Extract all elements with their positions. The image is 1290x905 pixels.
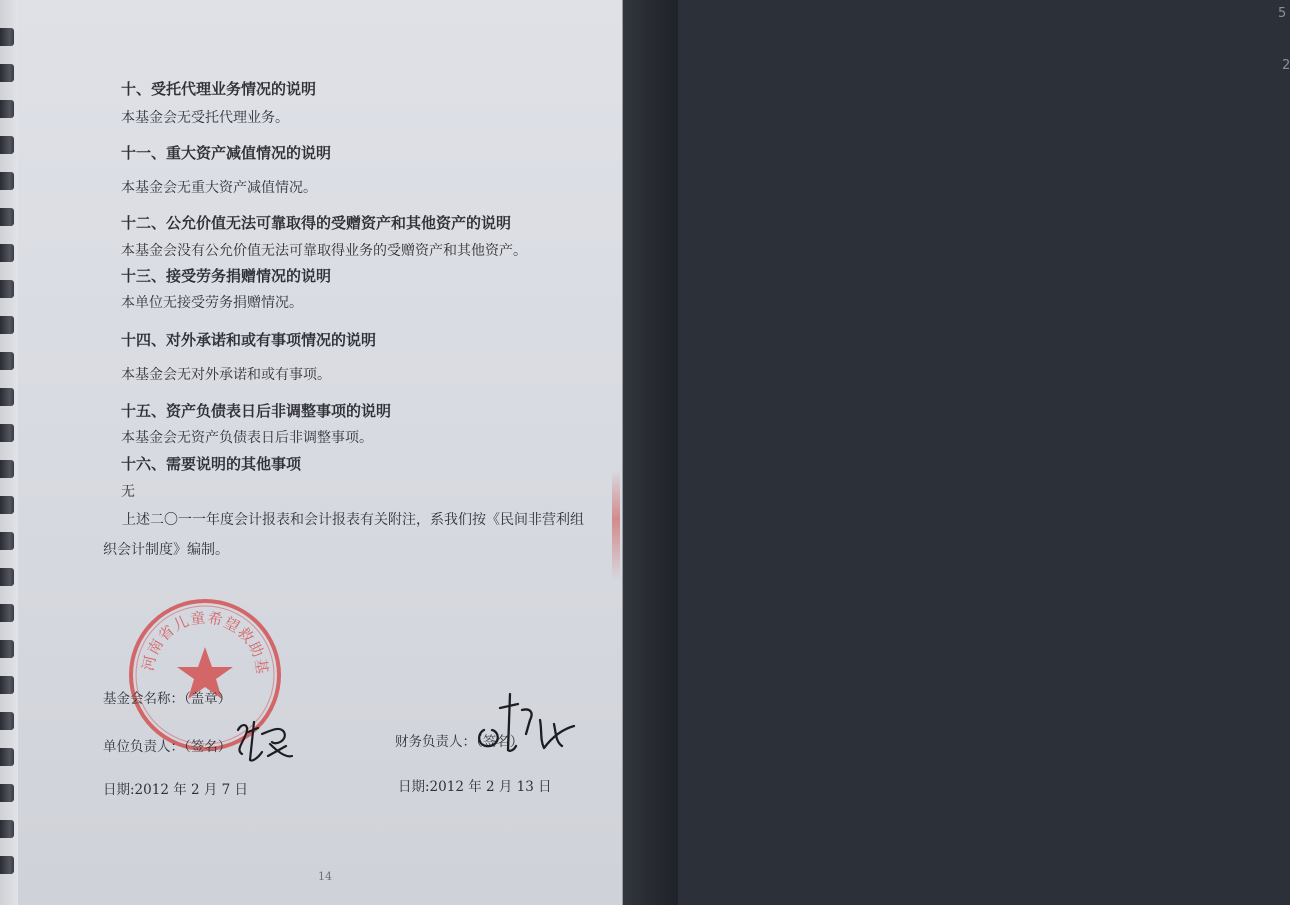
- section-body: 本基金会没有公允价值无法可靠取得业务的受赠资产和其他资产。: [121, 243, 527, 259]
- closing-statement-line: 织会计制度》编制。: [103, 542, 229, 558]
- section-body: 无: [121, 484, 135, 500]
- section-heading: 十一、重大资产减值情况的说明: [121, 144, 332, 162]
- binding-ring: [0, 856, 14, 874]
- binding-ring: [0, 28, 14, 46]
- binding-ring: [0, 64, 14, 82]
- section-body: 本基金会无受托代理业务。: [121, 110, 289, 126]
- binding-ring: [0, 100, 14, 118]
- unit-head-signature: [228, 712, 298, 772]
- keyboard-key-label: 5: [1278, 6, 1287, 21]
- binding-ring: [0, 676, 14, 694]
- section-heading: 十三、接受劳务捐赠情况的说明: [121, 267, 332, 285]
- binding-ring: [0, 604, 14, 622]
- finance-head-label: 财务负责人：（签名）: [395, 734, 524, 750]
- binding-ring: [0, 424, 14, 442]
- section-body: 本基金会无重大资产减值情况。: [121, 180, 317, 196]
- binding-ring: [0, 712, 14, 730]
- binding-ring: [0, 244, 14, 262]
- binding-ring: [0, 820, 14, 838]
- binding-ring: [0, 748, 14, 766]
- binding-ring: [0, 568, 14, 586]
- date-left: 日期:2012 年 2 月 7 日: [103, 782, 249, 798]
- closing-statement-line: 上述二〇一一年度会计报表和会计报表有关附注，系我们按《民间非营利组: [122, 512, 584, 528]
- binding-ring: [0, 784, 14, 802]
- binding-ring: [0, 352, 14, 370]
- binding-ring: [0, 280, 14, 298]
- foundation-name-label: 基金会名称：（盖章）: [103, 691, 232, 707]
- svg-text:河南省儿童希望救助基金会: [117, 581, 271, 676]
- binding-ring: [0, 532, 14, 550]
- binding-ring: [0, 136, 14, 154]
- document-page: [0, 0, 623, 905]
- section-heading: 十二、公允价值无法可靠取得的受赠资产和其他资产的说明: [121, 214, 512, 232]
- binding-ring: [0, 496, 14, 514]
- section-heading: 十五、资产负债表日后非调整事项的说明: [121, 402, 392, 420]
- binding-ring: [0, 388, 14, 406]
- stamp-edge-mark: [612, 470, 620, 580]
- date-right: 日期:2012 年 2 月 13 日: [398, 779, 552, 795]
- page-number: 14: [318, 870, 332, 883]
- section-body: 本单位无接受劳务捐赠情况。: [121, 295, 303, 311]
- section-heading: 十、受托代理业务情况的说明: [121, 80, 317, 98]
- section-heading: 十六、需要说明的其他事项: [121, 455, 302, 473]
- desk-background: [618, 0, 1290, 905]
- seal-text: 河南省儿童希望救助基金会: [116, 581, 272, 676]
- spiral-binding: [0, 0, 18, 905]
- binding-ring: [0, 640, 14, 658]
- section-body: 本基金会无对外承诺和或有事项。: [121, 367, 331, 383]
- section-heading: 十四、对外承诺和或有事项情况的说明: [121, 331, 377, 349]
- unit-head-label: 单位负责人：（签名）: [103, 739, 232, 755]
- binding-ring: [0, 208, 14, 226]
- binding-ring: [0, 316, 14, 334]
- keyboard-key-label: 2: [1282, 58, 1290, 73]
- section-body: 本基金会无资产负债表日后非调整事项。: [121, 430, 373, 446]
- finance-head-signature: [470, 690, 590, 760]
- binding-ring: [0, 172, 14, 190]
- binding-ring: [0, 460, 14, 478]
